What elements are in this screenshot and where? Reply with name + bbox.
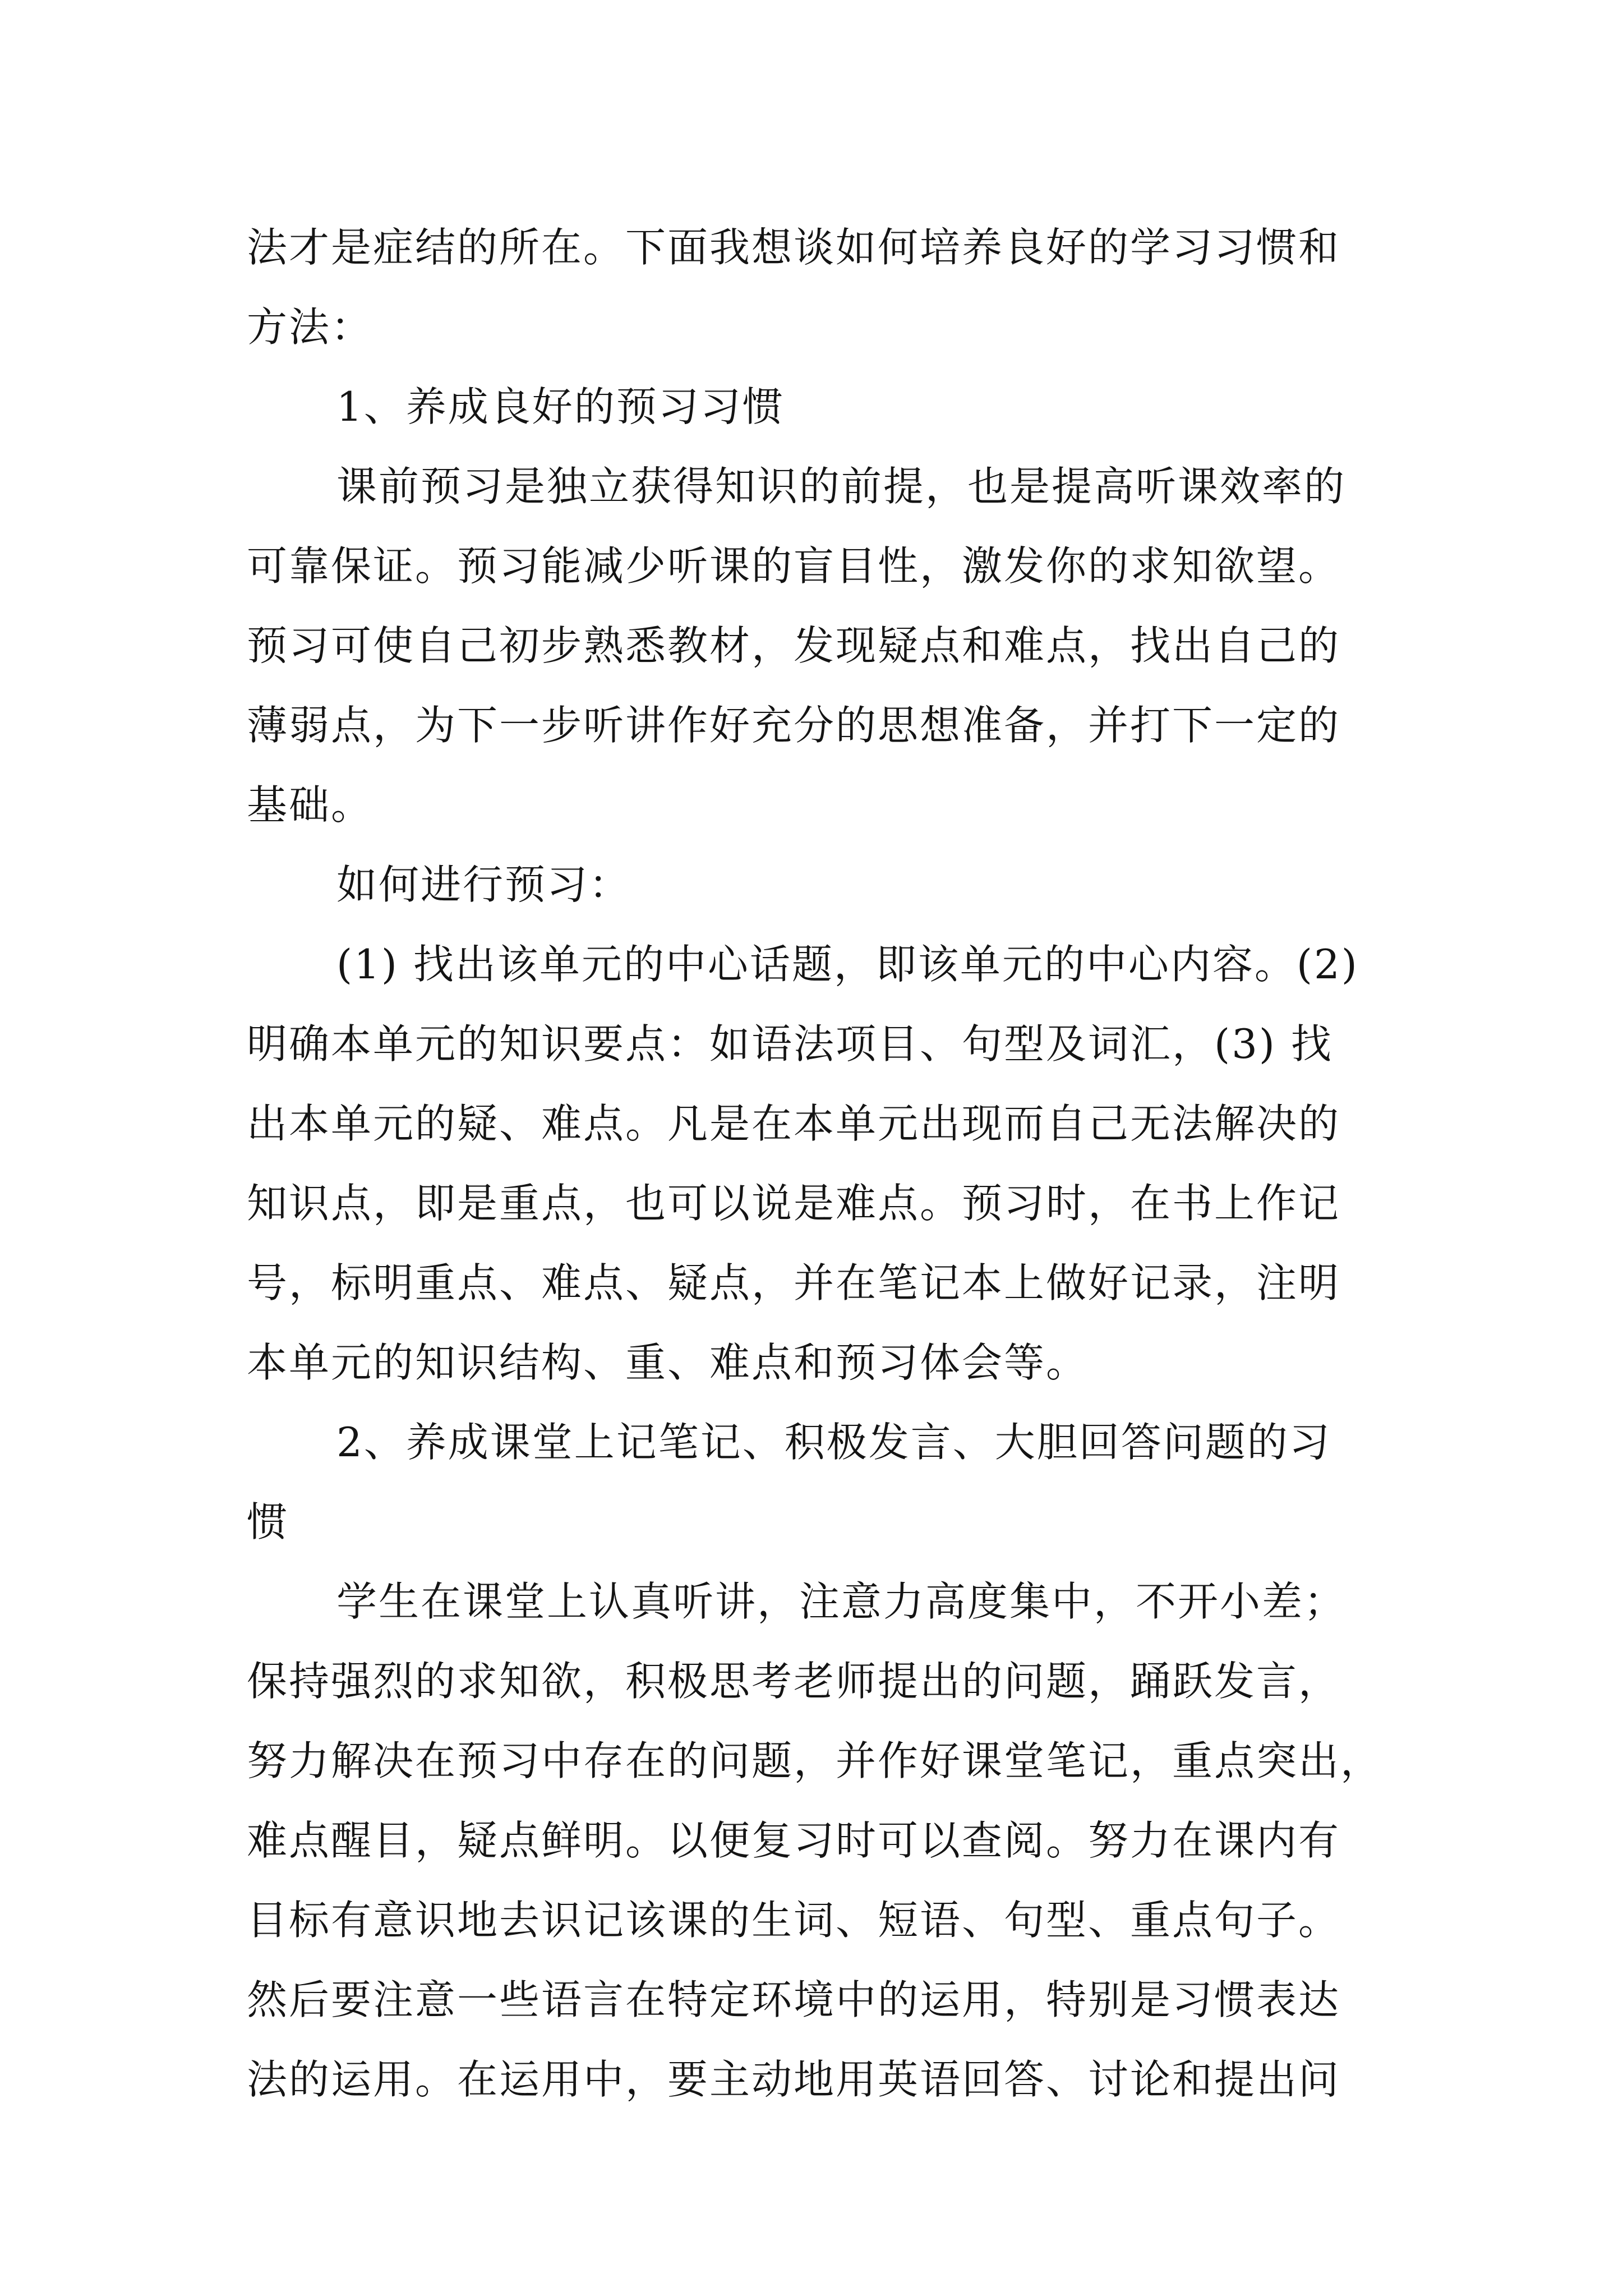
text-line: (1) 找出该单元的中心话题，即该单元的中心内容。(2) [336,941,1359,988]
text-line: 出本单元的疑、难点。凡是在本单元出现而自己无法解决的 [247,1100,1341,1147]
text-line: 学生在课堂上认真听讲，注意力高度集中，不开小差； [336,1578,1347,1625]
subheading: 如何进行预习： [336,861,631,908]
text-line: 然后要注意一些语言在特定环境中的运用，特别是习惯表达 [247,1976,1341,2023]
text-line: 预习可使自己初步熟悉教材，发现疑点和难点，找出自己的 [247,622,1341,669]
text-line: 法的运用。在运用中，要主动地用英语回答、讨论和提出问 [247,2056,1341,2103]
text-line: 保持强烈的求知欲，积极思考老师提出的问题，踊跃发言， [247,1658,1341,1705]
text-line: 方法： [247,303,374,351]
text-line: 本单元的知识结构、重、难点和预习体会等。 [247,1339,1089,1386]
text-line: 法才是症结的所在。下面我想谈如何培养良好的学习习惯和 [247,224,1341,271]
text-line: 目标有意识地去识记该课的生词、短语、句型、重点句子。 [247,1897,1341,1944]
text-line: 努力解决在预习中存在的问题，并作好课堂笔记，重点突出， [247,1737,1383,1784]
section-heading: 2、养成课堂上记笔记、积极发言、大胆回答问题的习 [336,1419,1331,1466]
text-line: 基础。 [247,781,374,829]
section-heading: 1、养成良好的预习习惯 [336,383,785,430]
text-line: 课前预习是独立获得知识的前提，也是提高听课效率的 [336,463,1347,510]
text-line: 知识点，即是重点，也可以说是难点。预习时，在书上作记 [247,1180,1341,1227]
text-line: 难点醒目，疑点鲜明。以便复习时可以查阅。努力在课内有 [247,1817,1341,1864]
text-line: 薄弱点，为下一步听讲作好充分的思想准备，并打下一定的 [247,702,1341,749]
text-line: 号，标明重点、难点、疑点，并在笔记本上做好记录，注明 [247,1259,1341,1306]
text-line: 可靠保证。预习能减少听课的盲目性，激发你的求知欲望。 [247,542,1341,590]
text-line: 惯 [247,1498,289,1545]
text-line: 明确本单元的知识要点：如语法项目、句型及词汇，(3) 找 [247,1020,1333,1068]
body-text [247,208,1391,2119]
